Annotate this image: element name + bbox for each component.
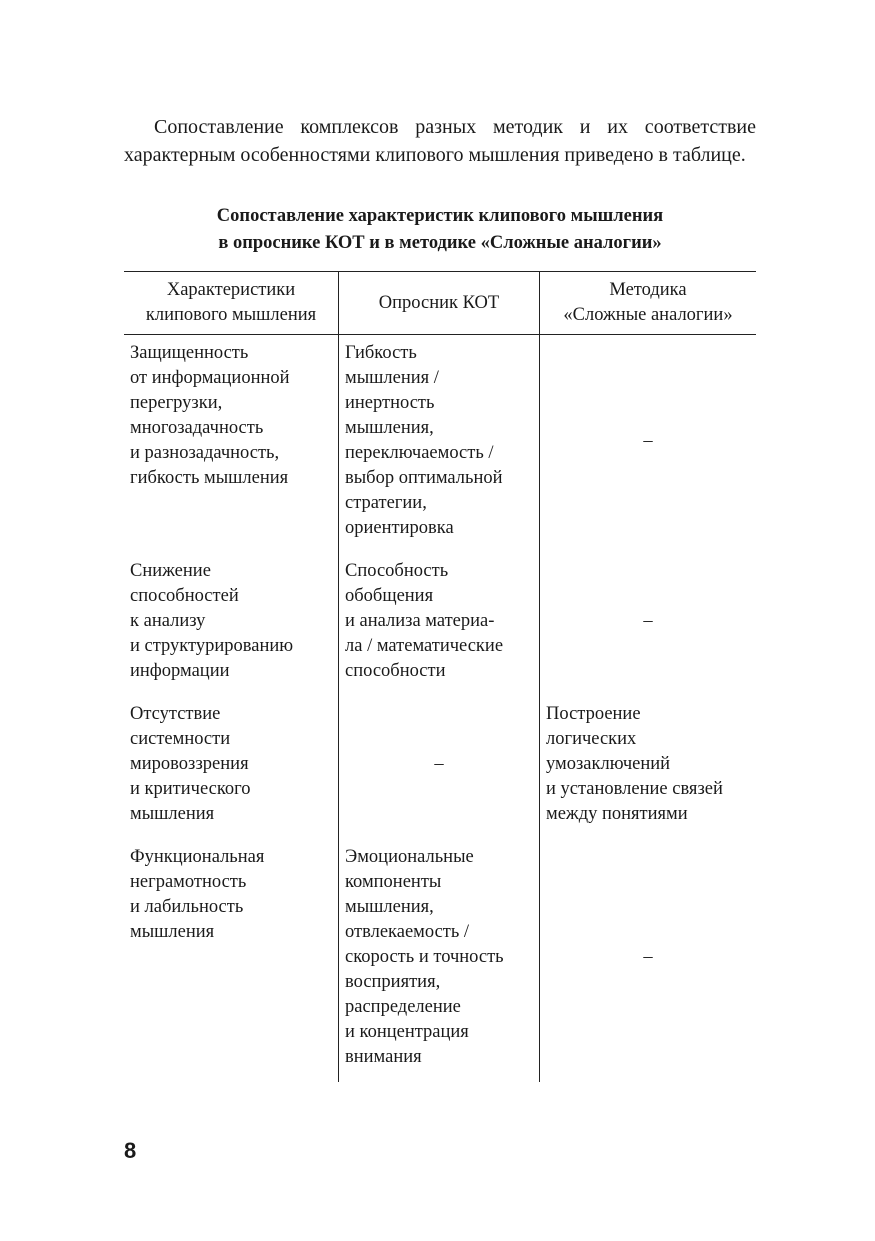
intro-paragraph: Сопоставление комплексов разных методик и их соответствие характерным особенностями клипового мышления приведено в таблице. — [124, 116, 756, 166]
cell-kot: Гибкость мышления / инертность мышления, переключаемость / выбор оптимальной стратегии, ориентировка — [339, 335, 540, 554]
header-characteristics: Характеристики клипового мышления — [124, 272, 339, 335]
cell-analogies: – — [643, 430, 653, 451]
comparison-table — [124, 271, 756, 1082]
table-row — [124, 553, 756, 696]
page-number: 8 — [124, 1138, 137, 1163]
cell-kot: Эмоциональные компоненты мышления, отвлекаемость / скорость и точность восприятия, распределение и концентрация внимания — [339, 839, 540, 1082]
cell-analogies: – — [643, 611, 653, 631]
table-header-row — [124, 272, 756, 335]
cell-characteristic: Защищенность от информационной перегрузки, многозадачность и разнозадачность, гибкость мышления — [124, 335, 339, 554]
cell-kot: Способность обобщения и анализа материа- ла / математические способности — [339, 553, 540, 696]
cell-kot: – — [339, 696, 540, 839]
table-row — [124, 696, 756, 839]
caption-line-1: Сопоставление характеристик клипового мышления — [216, 206, 664, 226]
cell-characteristic: Отсутствие системности мировоззрения и критического мышления — [124, 696, 339, 839]
cell-analogies: – — [643, 947, 653, 967]
header-kot: Опросник КОТ — [339, 272, 540, 335]
cell-characteristic: Снижение способностей к анализу и структурированию информации — [124, 553, 339, 696]
caption-line-2: в опроснике КОТ и в методике «Сложные аналогии» — [218, 233, 662, 253]
header-analogies: Методика «Сложные аналогии» — [540, 272, 757, 335]
cell-analogies: Построение логических умозаключений и установление связей между понятиями — [546, 704, 723, 824]
cell-characteristic: Функциональная неграмотность и лабильность мышления — [124, 839, 339, 1082]
table-row — [124, 335, 756, 554]
table-row — [124, 839, 756, 1082]
table-caption — [124, 203, 756, 257]
